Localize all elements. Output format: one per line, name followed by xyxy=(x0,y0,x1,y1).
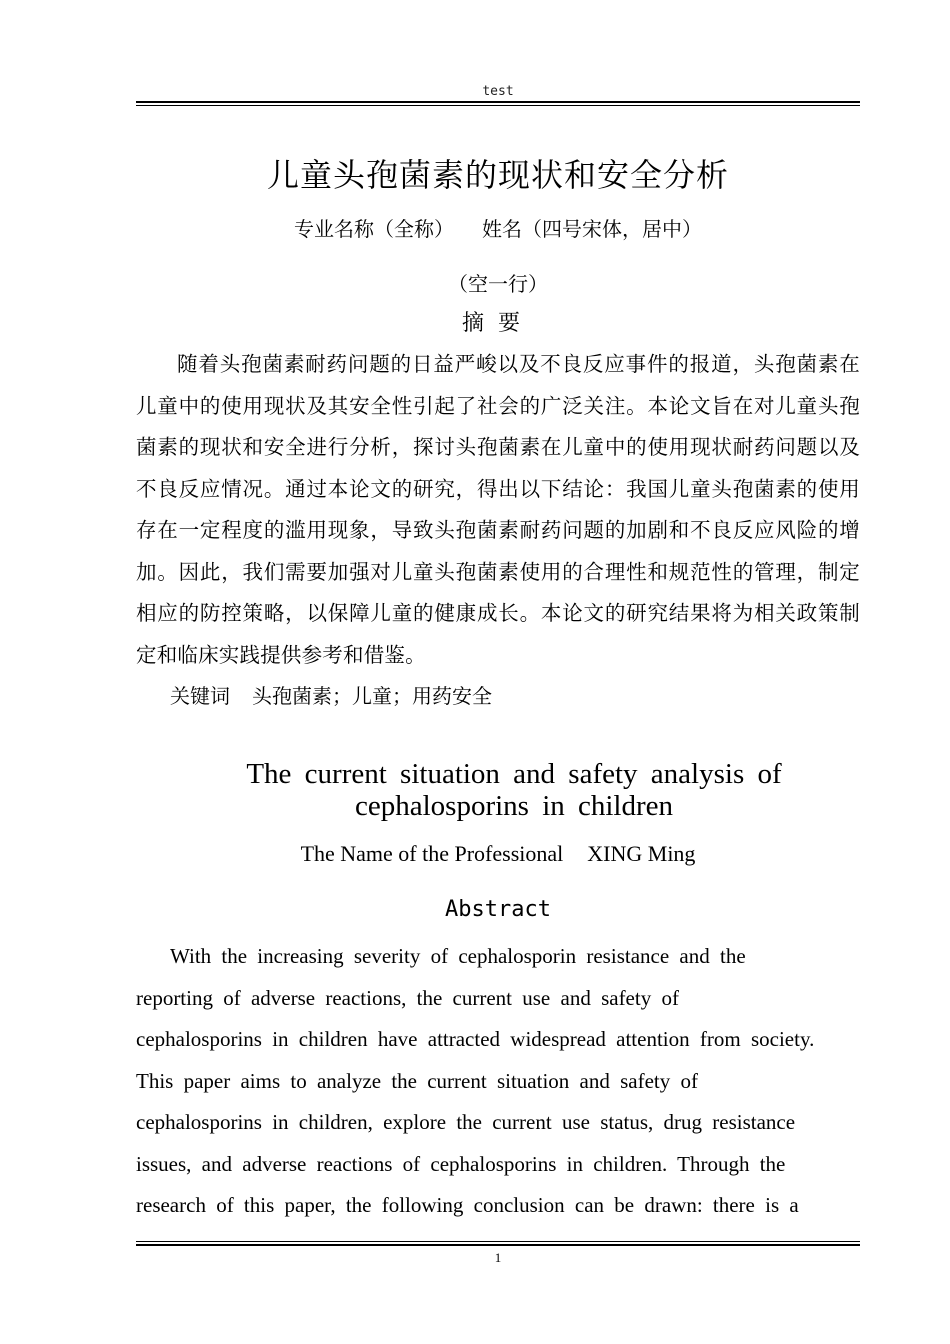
english-author-name: XING Ming xyxy=(587,841,696,866)
page-number: 1 xyxy=(494,1250,502,1265)
chinese-abstract-heading: 摘要 xyxy=(461,311,534,336)
abstract-line: This paper aims to analyze the current situation and safety of xyxy=(136,1068,698,1093)
keywords-label: 关键词 xyxy=(170,684,230,708)
english-abstract-body xyxy=(136,936,860,1227)
abstract-line: research of this paper, the following conclusion can be drawn: there is a xyxy=(136,1193,799,1217)
major-name: 专业名称（全称） xyxy=(294,217,454,241)
student-name: 姓名（四号宋体，居中） xyxy=(482,217,702,241)
abstract-line: reporting of adverse reactions, the current use and safety of xyxy=(136,985,679,1010)
english-abstract-heading: Abstract xyxy=(445,897,551,922)
abstract-line: cephalosporins in children have attracted widespread attention from society. xyxy=(136,1027,815,1051)
chinese-author-line xyxy=(0,213,950,242)
footer-rule-thick xyxy=(136,1244,860,1246)
keywords-list: 头孢菌素；儿童；用药安全 xyxy=(252,684,492,708)
footer-rule-thin xyxy=(136,1241,860,1242)
header-rule-thin xyxy=(136,105,860,106)
chinese-abstract-body: 随着头孢菌素耐药问题的日益严峻以及不良反应事件的报道，头孢菌素在儿童中的使用现状及其安全性引起了社会的广泛关注。本论文旨在对儿童头孢菌素的现状和安全进行分析，探讨头孢菌素在儿童中的使用现状耐药问题以及不良反应情况。通过本论文的研究，得出以下结论：我国儿童头孢菌素的使用存在一定程度的滥用现象，导致头孢菌素耐药问题的加剧和不良反应风险的增加。因此，我们需要加强对儿童头孢菌素使用的合理性和规范性的管理，制定相应的防控策略，以保障儿童的健康成长。本论文的研究结果将为相关政策制定和临床实践提供参考和借鉴。 xyxy=(136,352,860,667)
blank-line-note: （空一行） xyxy=(448,272,548,296)
abstract-line: With the increasing severity of cephalosporin resistance and the xyxy=(170,944,746,968)
abstract-line: issues, and adverse reactions of cephalosporins in children. Through the xyxy=(136,1151,786,1176)
english-professional: The Name of the Professional xyxy=(300,841,564,866)
header-rule-thick xyxy=(136,101,860,103)
page-header-text: test xyxy=(482,84,514,99)
chinese-keywords xyxy=(170,680,860,709)
chinese-title: 儿童头孢菌素的现状和安全分析 xyxy=(266,156,729,194)
abstract-line: cephalosporins in children, explore the current use status, drug resistance xyxy=(136,1110,796,1134)
english-author-line xyxy=(0,841,950,867)
english-title: The current situation and safety analysis of cephalosporins in children xyxy=(246,758,782,822)
